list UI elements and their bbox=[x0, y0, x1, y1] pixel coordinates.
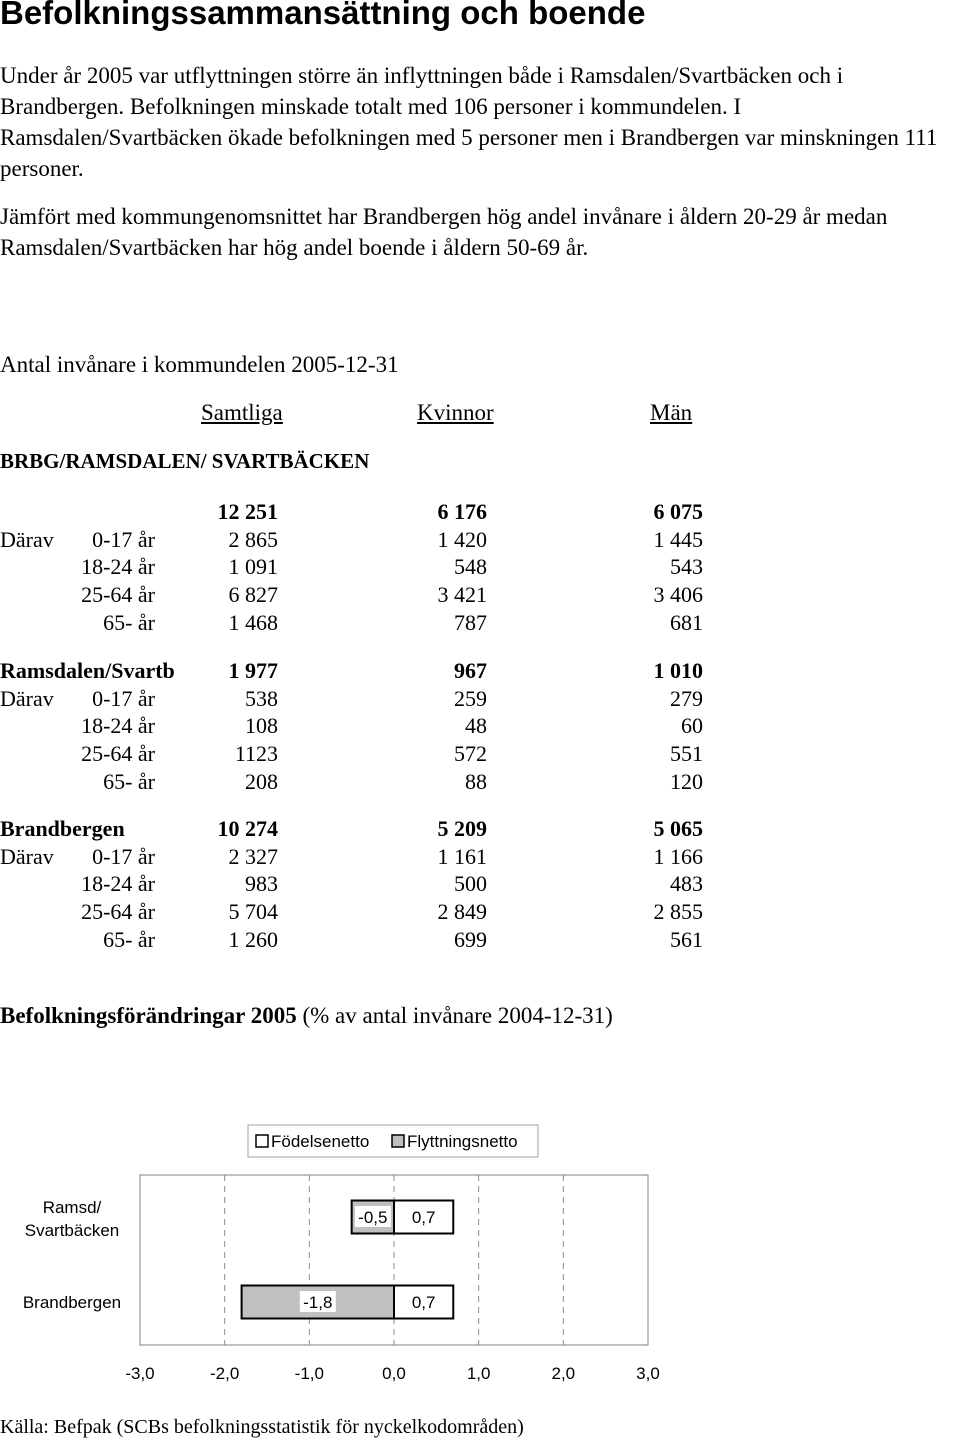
cell-total: 538 bbox=[245, 686, 278, 711]
cell-total: 1 260 bbox=[228, 927, 278, 952]
page-title: Befolkningssammansättning och boende bbox=[0, 0, 646, 31]
legend-swatch bbox=[256, 1135, 268, 1147]
table-row bbox=[0, 657, 960, 685]
cell-total: 6 827 bbox=[228, 582, 278, 607]
cell-men: 1 010 bbox=[653, 658, 703, 683]
legend-label: Flyttningsnetto bbox=[407, 1132, 518, 1151]
cell-total: 1 091 bbox=[228, 554, 278, 579]
table-group-label: BRBG/RAMSDALEN/ SVARTBÄCKEN bbox=[0, 449, 370, 473]
cell-men: 1 166 bbox=[653, 844, 703, 869]
cell-women: 1 161 bbox=[437, 844, 487, 869]
data-label: -1,8 bbox=[303, 1293, 333, 1312]
data-label: -0,5 bbox=[358, 1208, 388, 1227]
data-label: 0,7 bbox=[411, 1293, 436, 1312]
row-age-group: 18-24 år bbox=[81, 554, 155, 579]
cell-men: 279 bbox=[670, 686, 703, 711]
comparison-paragraph: Jämfört med kommungenomsnittet har Brandbergen hög andel invånare i åldern 20-29 år medan Ramsdalen/Svartbäcken har hög andel boende i åldern 50-69 år. bbox=[0, 204, 888, 260]
row-age-group: 65- år bbox=[103, 927, 155, 952]
cell-men: 6 075 bbox=[653, 499, 703, 524]
cell-total: 208 bbox=[245, 769, 278, 794]
table-row bbox=[0, 870, 960, 898]
row-age-group: 0-17 år bbox=[92, 844, 155, 869]
table-row bbox=[0, 609, 960, 637]
cell-men: 681 bbox=[670, 610, 703, 635]
table-row bbox=[0, 553, 960, 581]
cell-women: 500 bbox=[454, 871, 487, 896]
category-label: Ramsd/ Svartbäcken bbox=[24, 1198, 120, 1240]
table-row bbox=[0, 815, 960, 843]
cell-men: 5 065 bbox=[653, 816, 703, 841]
row-label: Brandbergen bbox=[0, 816, 125, 841]
table-row bbox=[0, 843, 960, 871]
cell-men: 2 855 bbox=[653, 899, 703, 924]
x-tick-label: 3,0 bbox=[636, 1364, 660, 1383]
cell-women: 967 bbox=[454, 658, 487, 683]
row-age-group: 65- år bbox=[103, 769, 155, 794]
table-title: Antal invånare i kommundelen 2005-12-31 bbox=[0, 352, 399, 377]
category-label: Brandbergen bbox=[22, 1293, 122, 1312]
row-label: Därav bbox=[0, 844, 54, 869]
cell-total: 10 274 bbox=[217, 816, 278, 841]
row-age-group: 25-64 år bbox=[81, 582, 155, 607]
table-row bbox=[0, 685, 960, 713]
row-label: Därav bbox=[0, 527, 54, 552]
cell-women: 88 bbox=[465, 769, 487, 794]
cell-total: 108 bbox=[245, 713, 278, 738]
table-row bbox=[0, 498, 960, 526]
row-age-group: 0-17 år bbox=[92, 527, 155, 552]
cell-women: 548 bbox=[454, 554, 487, 579]
cell-women: 699 bbox=[454, 927, 487, 952]
table-row bbox=[0, 740, 960, 768]
cell-total: 5 704 bbox=[228, 899, 278, 924]
cell-total: 1 977 bbox=[228, 658, 278, 683]
row-age-group: 25-64 år bbox=[81, 899, 155, 924]
row-age-group: 18-24 år bbox=[81, 713, 155, 738]
cell-men: 551 bbox=[670, 741, 703, 766]
x-tick-label: -2,0 bbox=[210, 1364, 240, 1383]
cell-women: 572 bbox=[454, 741, 487, 766]
column-header-women: Kvinnor bbox=[417, 400, 494, 425]
cell-total: 2 865 bbox=[228, 527, 278, 552]
legend-swatch bbox=[392, 1135, 404, 1147]
population-change-chart bbox=[0, 1110, 700, 1400]
legend-label: Födelsenetto bbox=[271, 1132, 370, 1151]
cell-total: 2 327 bbox=[228, 844, 278, 869]
x-tick-label: 0,0 bbox=[382, 1364, 406, 1383]
cell-women: 6 176 bbox=[437, 499, 487, 524]
table-row bbox=[0, 926, 960, 954]
table-row bbox=[0, 581, 960, 609]
change-title-bold: Befolkningsförändringar 2005 bbox=[0, 1003, 297, 1028]
cell-men: 543 bbox=[670, 554, 703, 579]
table-row bbox=[0, 898, 960, 926]
cell-men: 3 406 bbox=[653, 582, 703, 607]
source-note: Källa: Befpak (SCBs befolkningsstatistik för nyckelkodområden) bbox=[0, 1416, 524, 1438]
data-label: 0,7 bbox=[411, 1208, 436, 1227]
row-age-group: 18-24 år bbox=[81, 871, 155, 896]
cell-women: 3 421 bbox=[437, 582, 487, 607]
column-header-total: Samtliga bbox=[201, 400, 283, 425]
table-row bbox=[0, 768, 960, 796]
cell-men: 120 bbox=[670, 769, 703, 794]
row-label: Därav bbox=[0, 686, 54, 711]
row-age-group: 0-17 år bbox=[92, 686, 155, 711]
change-section-title bbox=[0, 1003, 613, 1029]
cell-women: 259 bbox=[454, 686, 487, 711]
intro-paragraph: Under år 2005 var utflyttningen större än inflyttningen både i Ramsdalen/Svartbäcken och i Brandbergen. Befolkningen minskade totalt med 106 personer i kommundelen. I Ramsdalen/Svartbäcken ökade befolkningen med 5 personer men i Brandbergen var minskningen 111 personer. bbox=[0, 63, 938, 181]
cell-total: 1 468 bbox=[228, 610, 278, 635]
cell-women: 787 bbox=[454, 610, 487, 635]
cell-total: 983 bbox=[245, 871, 278, 896]
cell-men: 1 445 bbox=[653, 527, 703, 552]
row-age-group: 25-64 år bbox=[81, 741, 155, 766]
cell-men: 483 bbox=[670, 871, 703, 896]
table-row bbox=[0, 526, 960, 554]
x-tick-label: -1,0 bbox=[294, 1364, 324, 1383]
change-title-rest: (% av antal invånare 2004-12-31) bbox=[296, 1003, 613, 1028]
x-tick-label: 1,0 bbox=[466, 1364, 491, 1383]
cell-men: 561 bbox=[670, 927, 703, 952]
x-tick-label: 2,0 bbox=[551, 1364, 576, 1383]
row-label: Ramsdalen/Svartb bbox=[0, 658, 175, 683]
column-header-men: Män bbox=[650, 400, 693, 425]
cell-women: 1 420 bbox=[437, 527, 487, 552]
x-tick-label: -3,0 bbox=[125, 1364, 155, 1383]
cell-women: 48 bbox=[465, 713, 487, 738]
table-row bbox=[0, 712, 960, 740]
row-age-group: 65- år bbox=[103, 610, 155, 635]
cell-women: 2 849 bbox=[437, 899, 487, 924]
cell-men: 60 bbox=[681, 713, 703, 738]
cell-total: 1123 bbox=[234, 741, 278, 766]
cell-women: 5 209 bbox=[437, 816, 487, 841]
cell-total: 12 251 bbox=[217, 499, 278, 524]
